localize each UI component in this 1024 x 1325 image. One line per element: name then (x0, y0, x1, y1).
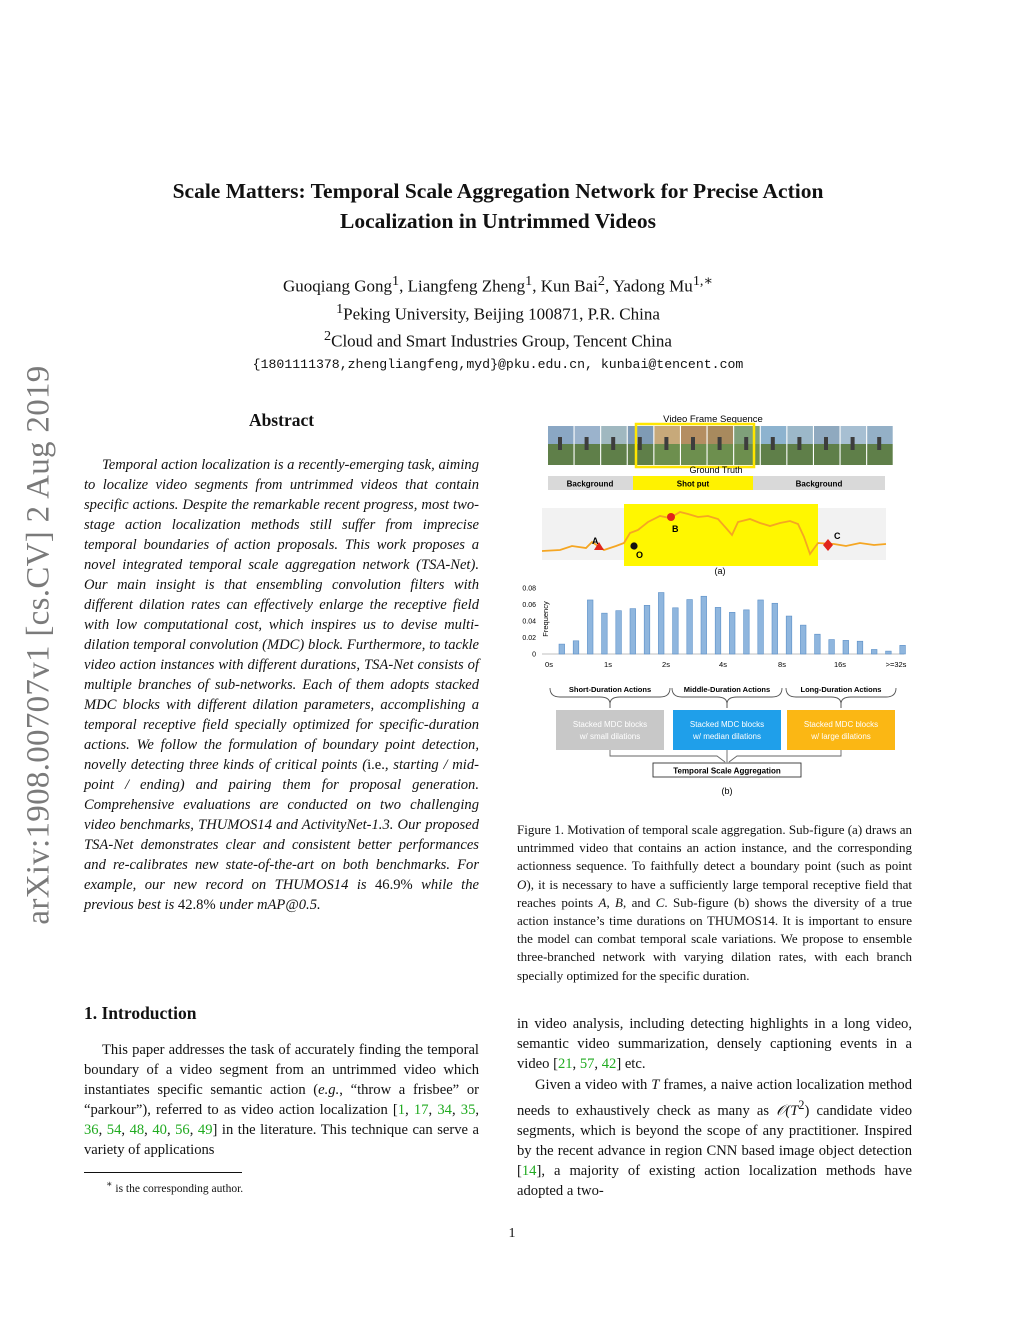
point-c-label: C (834, 531, 841, 541)
x-tick-1: 1s (604, 660, 612, 669)
right-citations: 21, 57, 42 (557, 1056, 617, 1073)
frame-figure-11 (824, 437, 828, 450)
hist-bar (602, 613, 608, 654)
frame-figure-3 (611, 437, 615, 450)
hist-bar (630, 609, 636, 654)
right-column-body (517, 1014, 912, 1202)
x-tick-4: 8s (778, 660, 786, 669)
subfigure-a-label: (a) (714, 566, 726, 576)
figure-caption (517, 821, 912, 985)
video-frame-strip (548, 426, 893, 465)
connector-small (610, 750, 725, 762)
citation-36[interactable]: 36 (84, 1122, 99, 1138)
right-bigo: 𝒪(T (776, 1102, 799, 1119)
caption-and: , and (623, 894, 656, 910)
frame-figure-2 (585, 437, 589, 450)
frame-figure-4 (638, 437, 642, 450)
footnote-text: is the corresponding author. (115, 1182, 244, 1195)
intro-part-3: ] in the literature. This technique can serve a variety of applications (84, 1122, 480, 1158)
footnote: ∗ is the corresponding author. (106, 1179, 244, 1195)
hist-bar (744, 610, 750, 654)
subfigure-b-label: (b) (721, 786, 733, 796)
short-duration-label: Short-Duration Actions (568, 685, 652, 694)
hist-bar (715, 607, 721, 654)
author-4: Yadong Mu (612, 276, 693, 296)
block-small-line-2: w/ small dilations (579, 732, 641, 741)
affiliation-2-text: Cloud and Smart Industries Group, Tencent China (331, 331, 672, 351)
hist-bar (843, 640, 849, 654)
right-p1-b: ] etc. (616, 1056, 646, 1073)
y-tick-1: 0.02 (522, 635, 536, 642)
hist-bar (673, 608, 679, 654)
citation-42[interactable]: 42 (601, 1056, 617, 1073)
hist-bar (758, 600, 764, 654)
frame-figure-13 (877, 437, 881, 450)
author-1: Guoqiang Gong (282, 276, 393, 296)
caption-a: A (598, 894, 607, 910)
block-large-line-2: w/ large dilations (811, 732, 871, 741)
intro-eg: e.g. (318, 1082, 340, 1098)
abstract-heading: Abstract (248, 410, 315, 430)
intro-citations: 1, 17, 34, 35, 36, 54, 48, 40, 56, 49 (84, 1102, 480, 1138)
hist-bar (729, 612, 735, 654)
hist-bar (687, 600, 693, 654)
paper-title (80, 176, 916, 236)
shot-put-text: Shot put (676, 479, 710, 489)
hist-bar (800, 625, 806, 654)
point-o-label: O (636, 550, 644, 560)
citation-34[interactable]: 34 (437, 1102, 452, 1118)
block-small-dilation (556, 710, 664, 750)
point-b-marker (667, 513, 675, 521)
citation-17[interactable]: 17 (413, 1102, 429, 1118)
abstract-body (84, 455, 479, 915)
middle-duration-label: Middle-Duration Actions (683, 685, 771, 694)
x-tick-2: 2s (662, 660, 670, 669)
point-b-label: B (672, 524, 679, 534)
hist-bar (587, 600, 593, 654)
hist-bar (616, 611, 622, 654)
frame-figure-1 (558, 437, 562, 450)
caption-sep: , (606, 894, 616, 910)
affiliation-2: $^2$Cloud and Smart Industries Group, Tencent China (324, 328, 672, 351)
right-p2-c: candidate video segments, which is beyond the scope of any practitioner. Inspired by the recent advance in region CNN based image object detection [ (517, 1102, 912, 1180)
y-tick-4: 0.08 (522, 585, 536, 593)
frame-figure-9 (771, 437, 775, 450)
frame-figure-8 (744, 437, 748, 450)
intro-body (84, 1040, 479, 1160)
y-tick-0: 0 (532, 651, 536, 659)
block-small-line-1: Stacked MDC blocks (572, 720, 648, 729)
bg-right-text: Background (795, 479, 843, 489)
frame-figure-6 (691, 437, 695, 450)
hist-bar (886, 651, 892, 654)
hist-bar (786, 616, 792, 654)
author-emails: {1801111378,zhengliangfeng,myd}@pku.edu.cn, kunbai@tencent.com (252, 356, 744, 372)
hist-bar (900, 645, 906, 654)
author-names: Guoqiang Gong$^1$, Liangfeng Zheng$^1$, Kun Bai$^2$, Yadong $Mu^{1,∗}$ (282, 273, 714, 296)
y-tick-2: 0.04 (522, 618, 536, 626)
title-line-2: Localization in Untrimmed Videos (340, 209, 656, 233)
block-median-line-2: w/ median dilations (692, 732, 762, 741)
frame-figure-10 (797, 437, 801, 450)
citation-40[interactable]: 40 (152, 1122, 167, 1138)
citation-48[interactable]: 48 (129, 1122, 145, 1138)
affiliation-1-text: Peking University, Beijing 100871, P.R. China (343, 304, 660, 324)
point-o-marker (630, 542, 637, 549)
y-axis-label: Frequency (541, 601, 550, 637)
affiliation-1: $^1$Peking University, Beijing 100871, P.R. China (336, 300, 660, 324)
citation-49[interactable]: 49 (197, 1122, 213, 1138)
frame-figure-5 (664, 437, 668, 450)
x-tick-0: 0s (545, 660, 553, 669)
author-block (80, 270, 916, 376)
right-p1-a: in video analysis, including detecting highlights in a long video, semantic video summarization, densely captioning events in a video [ (517, 1016, 912, 1073)
frame-figure-7 (718, 437, 722, 450)
caption-c: C (655, 894, 665, 910)
duration-histogram (522, 586, 906, 670)
x-tick-6: >=32s (885, 660, 907, 669)
right-t: T (651, 1076, 660, 1093)
hist-bar (559, 644, 565, 654)
long-duration-label: Long-Duration Actions (800, 685, 882, 694)
citation-1[interactable]: 1 (397, 1102, 406, 1118)
hist-bar (815, 634, 821, 654)
right-p2-b: frames, a naive action localization method needs to exhaustively check as many as (517, 1076, 912, 1119)
point-a-label: A (592, 536, 599, 546)
hist-bar (573, 641, 579, 654)
right-square: 2 (798, 1097, 805, 1112)
citation-56[interactable]: 56 (175, 1122, 190, 1138)
abstract-value-1: 46.9% (374, 877, 413, 893)
title-line-1: Scale Matters: Temporal Scale Aggregation Network for Precise Action (172, 179, 824, 203)
connector-large (729, 750, 841, 762)
hist-bar (701, 596, 707, 654)
intro-part-1: This paper addresses the task of accurately finding the temporal boundary of a video segment from an untrimmed video which instantiates specific semantic action ( (84, 1042, 479, 1098)
figure-1 (512, 405, 917, 805)
frame-figure-12 (851, 437, 855, 450)
author-3: Kun Bai (540, 276, 598, 296)
author-2: Liangfeng Zheng (407, 276, 526, 296)
hist-bar (658, 593, 664, 654)
citation-54[interactable]: 54 (106, 1122, 122, 1138)
caption-part-2: ), it is necessary to have a sufficiently large temporal receptive field that reaches points (517, 876, 912, 910)
caption-part-1: Figure 1. Motivation of temporal scale aggregation. Sub-figure (a) draws an untrimmed video that contains an action instance, and the corresponding actionness sequence. To faithfully detect a boundary point (such as point (517, 822, 912, 874)
video-frame-label: Video Frame Sequence (663, 414, 763, 425)
actionness-action-region (624, 504, 818, 566)
abstract-part-3: while the previous best is (84, 877, 479, 913)
block-median-line-1: Stacked MDC blocks (689, 720, 765, 729)
block-large-dilation (787, 710, 895, 750)
x-tick-5: 16s (833, 660, 847, 669)
footnote-rule (84, 1172, 242, 1173)
arxiv-stamp (14, 360, 64, 930)
abstract-part-1: Temporal action localization is a recently-emerging task, aiming to localize video segments from untrimmed videos that contain specific actions. Despite the remarkable recent progress, most two-stage action localization methods still suffer from imprecise temporal boundaries of action proposals. This work proposes a novel integrated temporal scale aggregation network (TSA-Net). Our main insight is that ensembling convolution filters with different dilation rates can effectively enlarge the receptive field with low computational cost, which inspires us to devise multi-dilation temporal convolution (MDC) block. Furthermore, to tackle video action instances with different durations, TSA-Net consists of multiple branches of sub-networks. Each of them adopts stacked MDC blocks with different dilation parameters, accomplishing a temporal receptive field specially optimized for specific-duration actions. We follow the formulation of boundary point detection, novelly detecting three kinds of critical points ( (84, 457, 479, 773)
y-tick-3: 0.06 (522, 602, 536, 609)
ground-truth-label: Ground Truth (689, 465, 743, 475)
right-close: ) (804, 1102, 810, 1119)
hist-bar (871, 649, 877, 654)
citation-57[interactable]: 57 (579, 1056, 595, 1073)
paragraph-continued (517, 1014, 912, 1075)
hist-bar (772, 603, 778, 654)
caption-part-3: . Sub-figure (b) shows the diversity of a true action instance’s time durations on THUMOS14. It is important to ensure the model can combat temporal scale variations. We propose to ensemble three-branched network with varying dilation rates, with each branch specially optimized for the specific duration. (517, 894, 912, 983)
hist-bar (644, 605, 650, 654)
citation-35[interactable]: 35 (460, 1102, 476, 1118)
abstract-value-2: 42.8% (177, 897, 216, 913)
abstract-ie: i.e. (367, 757, 385, 773)
hist-bar (857, 641, 863, 654)
aggregation-label: Temporal Scale Aggregation (673, 766, 781, 776)
block-large-line-1: Stacked MDC blocks (803, 720, 879, 729)
block-median-dilation (673, 710, 781, 750)
page-number: 1 (508, 1226, 516, 1241)
paragraph-naive (517, 1075, 912, 1202)
figure-1-graphic (512, 405, 917, 805)
arxiv-id: arXiv:1908.00707v1 [cs.CV] 2 Aug 2019 (20, 365, 57, 925)
citation-14[interactable]: 14 (521, 1163, 537, 1180)
intro-part-2: , “throw a frisbee” or “parkour”), referred to as video action localization [ (84, 1082, 479, 1118)
caption-o: O (517, 876, 527, 892)
right-p2-a: Given a video with (535, 1076, 652, 1093)
abstract-part-4: under mAP@0.5. (215, 897, 321, 913)
citation-21[interactable]: 21 (557, 1056, 573, 1073)
bg-left-text: Background (566, 479, 614, 489)
caption-b: B (615, 894, 623, 910)
abstract-part-2: , starting / mid-point / ending) and pairing them for proposal generation. Comprehensive evaluations are conducted on two challenging video benchmarks, THUMOS14 and ActivityNet-1.3. Our proposed TSA-Net demonstrates clear and consistent better performances and re-calibrates new state-of-the-art on both benchmarks. For example, our new record on THUMOS14 is (84, 757, 480, 893)
intro-heading: 1. Introduction (84, 1003, 197, 1023)
right-p2-d: ], a majority of existing action localization methods have adopted a two- (517, 1163, 912, 1200)
hist-bar (829, 640, 835, 654)
x-tick-3: 4s (719, 660, 727, 669)
